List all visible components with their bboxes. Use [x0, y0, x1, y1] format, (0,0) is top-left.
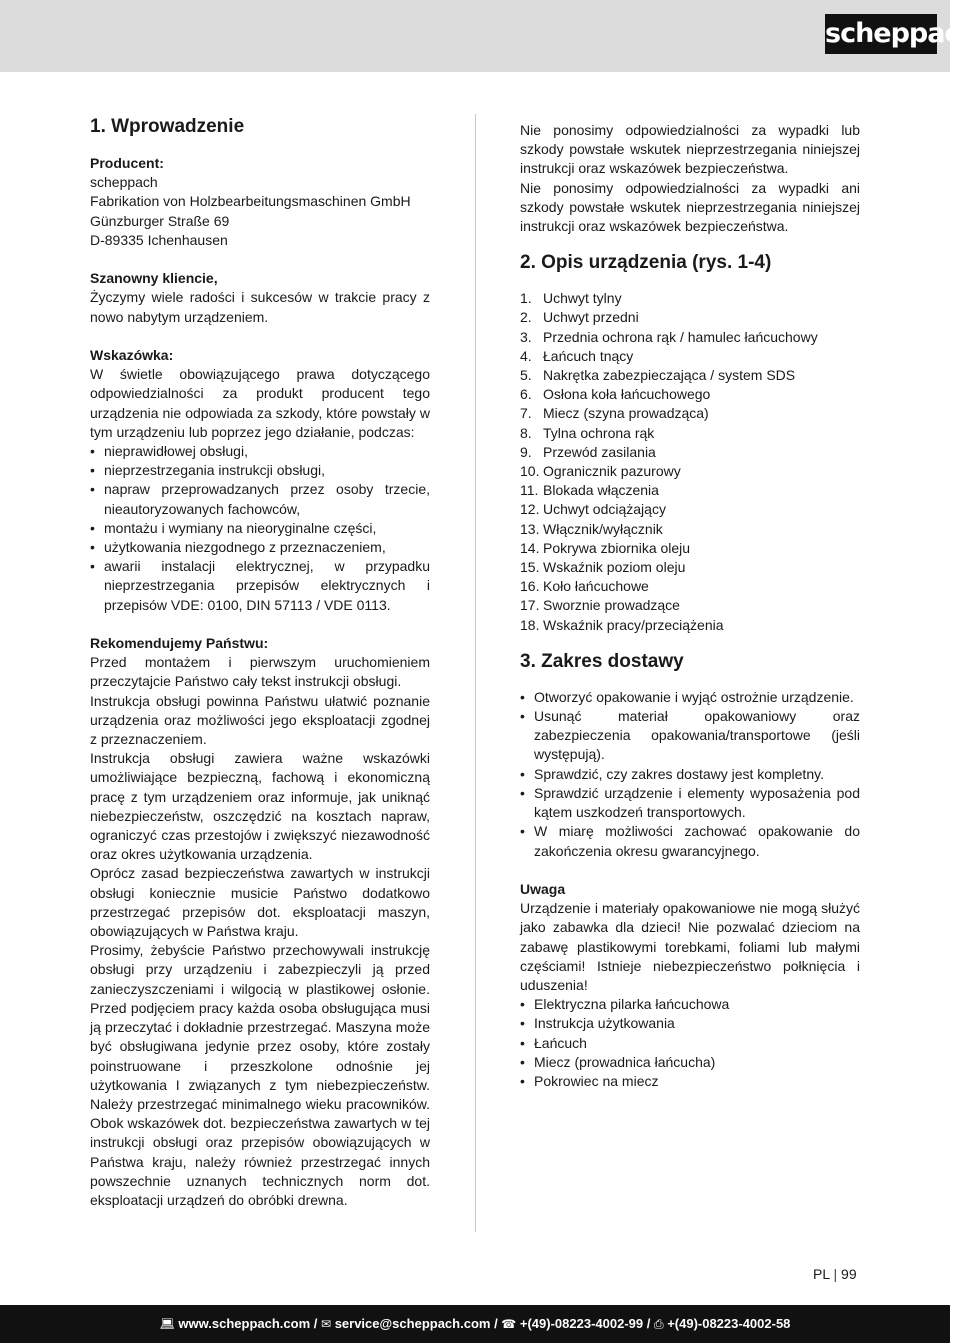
producer-line: Fabrikation von Holzbearbeitungsmaschinen GmbH [90, 193, 411, 210]
fax-icon: ⎙ [653, 1317, 664, 1331]
list-item: • Sprawdzić urządzenie i elementy wyposażenia pod kątem uszkodzeń transportowych. [520, 784, 860, 822]
list-item: • Miecz (prowadnica łańcucha) [520, 1053, 860, 1072]
recommend-paragraph: Instrukcja obsługi zawiera ważne wskazówki umożliwiające bezpieczną, fachową i ekonomiczną pracę z tym urządzeniem oraz informuje, jak uniknąć niebezpieczeństw, oszczędzić na kosztach napraw, ograniczyć czas przestojów i zwiększyć niezawodność oraz okres użytkowania urządzenia. [90, 750, 430, 863]
footer-fax: +(49)-08223-4002-58 [667, 1316, 791, 1331]
list-item: 10. Ogranicznik pazurowy [520, 463, 681, 480]
delivery-steps-list [520, 688, 860, 861]
list-item: • Sprawdzić, czy zakres dostawy jest kompletny. [520, 765, 860, 784]
recommend-label: Rekomendujemy Państwu: [90, 635, 269, 652]
recommend-paragraph: Prosimy, żebyście Państwo przechowywali instrukcję obsługi przy urządzeniu i zabezpieczyli ją przed zanieczyszczeniami i wilgocią w plastikowej osłonie. Przed podjęciem pracy każda osoba obsługująca musi ją przeczytać i dokładnie przestrzegać. Maszyna może być obsługiwana jedynie przez osoby, które zostały poinstruowane i przeszkolone odnośnie jej użytkowania I związanych z tym niebezpieczeństw. Należy przestrzegać minimalnego wieku pracowników. Obok wskazówek dot. bezpieczeństwa zawartych w tej instrukcji obsługi oraz przepisów obowiązujących w Państwa kraju, należy również przestrzegać innych powszechnie uznanych technicznych norm dot. eksploatacji urządzeń do obróbki drewna. [90, 942, 430, 1208]
recommend-paragraph: Instrukcja obsługi powinna Państwu ułatwić poznanie urządzenia oraz możliwości jego eksploatacji zgodnej z przeznaczeniem. [90, 692, 430, 748]
liability-paragraph: Nie ponosimy odpowiedzialności za wypadki lub szkody powstałe wskutek nieprzestrzegania niniejszej instrukcji oraz wskazówek bezpieczeństwa. [520, 122, 860, 177]
producer-label: Producent: [90, 155, 164, 171]
footer-phone: +(49)-08223-4002-99 [519, 1316, 644, 1331]
customer-label: Szanowny kliencie, [90, 270, 218, 287]
warning-text: Urządzenie i materiały opakowaniowe nie mogą służyć jako zabawka dla dzieci! Nie pozwalać dzieciom na zabawę plastikowymi torebkami, foliami lub małymi częściami! Istnieje niebezpieczeństwo połknięcia i uduszenia! [520, 900, 860, 993]
recommend-paragraph: Przed montażem i pierwszym uruchomieniem przeczytajcie Państwo cały tekst instrukcji obsługi. [90, 654, 430, 690]
list-item: • Pokrowiec na miecz [520, 1072, 860, 1091]
list-item: 11. Blokada włączenia [520, 482, 659, 499]
footer-contact-bar: 💻︎ www.scheppach.com / ✉︎ service@scheppach.com / ☎︎ +(49)-08223-4002-99 / ⎙ +(49)-08223-4002-58 [0, 1305, 950, 1343]
web-icon: 💻︎ [159, 1317, 175, 1331]
section-heading-delivery: 3. Zakres dostawy [520, 650, 684, 672]
list-item: • awarii instalacji elektrycznej, w przypadku nieprzestrzegania przepisów elektrycznych i przepisów VDE: 0100, DIN 57113 / VDE 0113. [90, 557, 430, 615]
section-heading-description: 2. Opis urządzenia (rys. 1-4) [520, 252, 772, 274]
liability-paragraph: Nie ponosimy odpowiedzialności za wypadki ani szkody powstałe wskutek nieprzestrzegania niniejszej instrukcji oraz wskazówek bezpieczeństwa. [520, 179, 860, 235]
page-number [813, 1265, 857, 1283]
note-bullet-list [90, 442, 430, 615]
producer-line: D-89335 Ichenhausen [90, 231, 228, 248]
list-item: • nieprawidłowej obsługi, [90, 442, 430, 461]
list-item: • W miarę możliwości zachować opakowanie do zakończenia okresu gwarancyjnego. [520, 822, 860, 860]
customer-text: Życzymy wiele radości i sukcesów w trakcie pracy z nowo nabytym urządzeniem. [90, 289, 430, 325]
phone-icon: ☎︎ [501, 1317, 517, 1331]
right-column [520, 121, 860, 1091]
list-item: 2. Uchwyt przedni [520, 309, 639, 326]
list-item: 15. Wskaźnik poziom oleju [520, 559, 686, 576]
section-heading-intro: 1. Wprowadzenie [90, 116, 245, 137]
list-item: • napraw przeprowadzanych przez osoby trzecie, nieautoryzowanych fachowców, [90, 480, 430, 518]
page-number-value: 99 [841, 1266, 857, 1282]
list-item: 17. Sworznie prowadzące [520, 597, 680, 614]
left-column [90, 114, 430, 1210]
list-item: • nieprzestrzegania instrukcji obsługi, [90, 461, 430, 480]
list-item: 5. Nakrętka zabezpieczająca / system SDS [520, 367, 796, 384]
note-label: Wskazówka: [90, 347, 174, 363]
list-item: 1. Uchwyt tylny [520, 290, 622, 307]
list-item: 7. Miecz (szyna prowadząca) [520, 405, 709, 422]
list-item: 6. Osłona koła łańcuchowego [520, 386, 711, 403]
brand-logo: scheppach [825, 14, 937, 54]
producer-line: Günzburger Straße 69 [90, 212, 230, 229]
column-divider [475, 114, 476, 1232]
list-item: 13. Włącznik/wyłącznik [520, 520, 663, 537]
list-item: • użytkowania niezgodnego z przeznaczeniem, [90, 538, 430, 557]
list-item: • Usunąć materiał opakowaniowy oraz zabezpieczenia opakowania/transportowe (jeśli występują). [520, 707, 860, 765]
note-text: W świetle obowiązującego prawa dotyczącego odpowiedzialności za produkt producent tego urządzenia nie odpowiada za szkody, które powstały w tym urządzeniu lub poprzez jego działanie, podczas: [90, 366, 430, 440]
list-item: 9. Przewód zasilania [520, 443, 656, 460]
delivery-contents-list [520, 995, 860, 1091]
list-item: 4. Łańcuch tnący [520, 347, 634, 364]
list-item: • Instrukcja użytkowania [520, 1014, 860, 1033]
footer-website[interactable]: www.scheppach.com [178, 1316, 311, 1331]
list-item: 16. Koło łańcuchowe [520, 578, 649, 595]
list-item: 3. Przednia ochrona rąk / hamulec łańcuchowy [520, 328, 818, 345]
list-item: 12. Uchwyt odciążający [520, 501, 666, 518]
list-item: 14. Pokrywa zbiornika oleju [520, 539, 691, 556]
parts-list [520, 289, 860, 635]
warning-label: Uwaga [520, 880, 566, 897]
page-separator: | [833, 1266, 838, 1282]
mail-icon: ✉︎ [321, 1317, 332, 1331]
producer-line: scheppach [90, 174, 158, 191]
list-item: • Otworzyć opakowanie i wyjąć ostrożnie urządzenie. [520, 688, 860, 707]
header-bar [0, 0, 978, 72]
list-item: • Elektryczna pilarka łańcuchowa [520, 995, 860, 1014]
list-item: • montażu i wymiany na nieoryginalne części, [90, 519, 430, 538]
list-item: 18. Wskaźnik pracy/przeciążenia [520, 616, 724, 633]
recommend-paragraph: Oprócz zasad bezpieczeństwa zawartych w instrukcji obsługi koniecznie musicie Państwo dodatkowo przestrzegać przepisów dot. eksploatacji maszyn, obowiązujących w Państwa kraju. [90, 865, 430, 940]
footer-email[interactable]: service@scheppach.com [334, 1316, 491, 1331]
list-item: 8. Tylna ochrona rąk [520, 424, 655, 441]
list-item: • Łańcuch [520, 1034, 860, 1053]
page-language: PL [813, 1266, 830, 1282]
